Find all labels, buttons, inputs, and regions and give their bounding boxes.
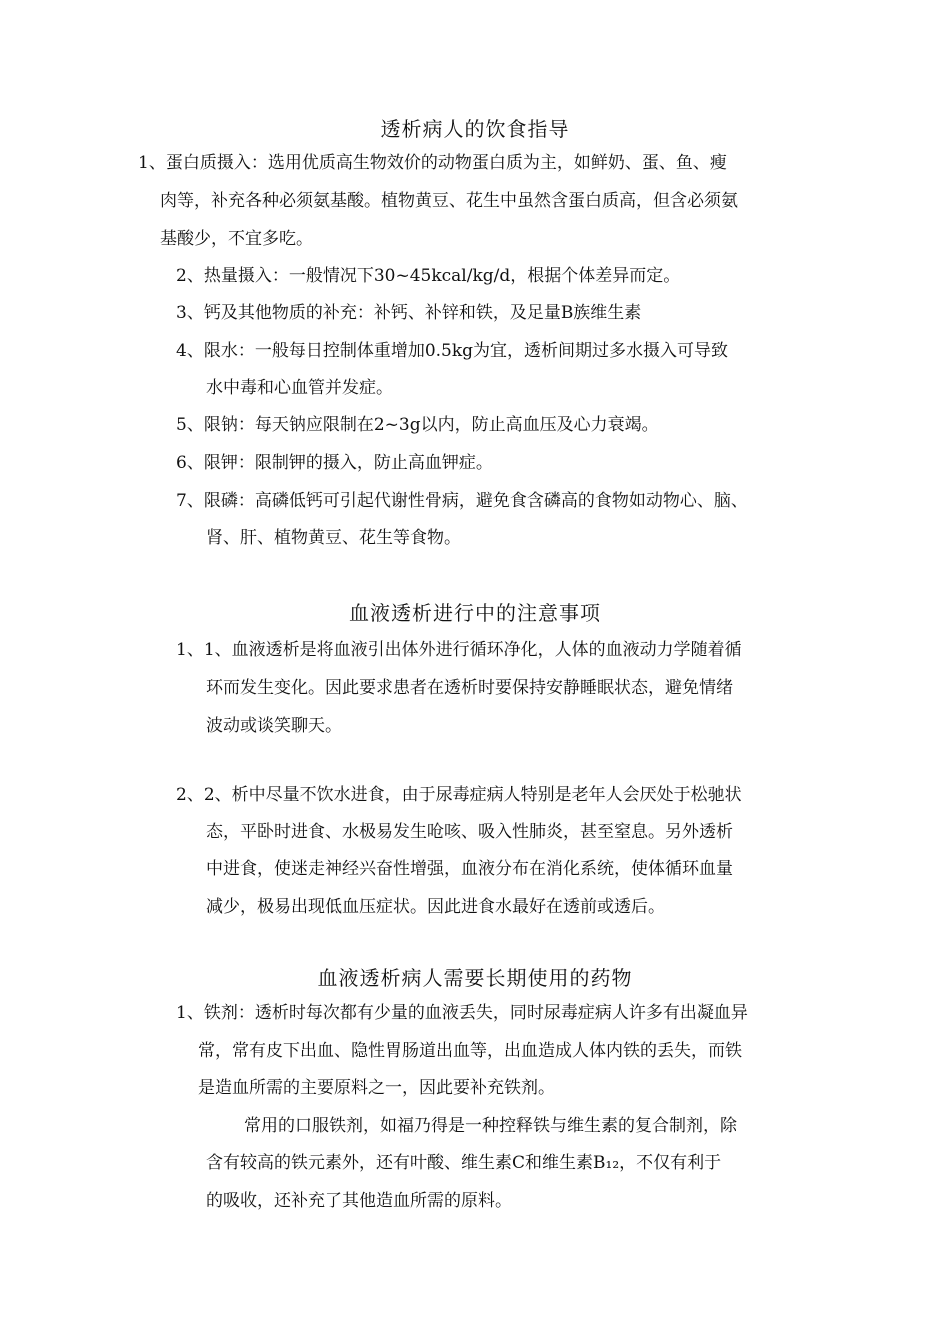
paragraph-line: 6、限钾：限制钾的摄入，防止高血钾症。 (176, 453, 493, 473)
paragraph-line: 波动或谈笑聊天。 (206, 716, 342, 736)
section-title: 透析病人的饮食指导 (380, 117, 570, 141)
paragraph-line: 常，常有皮下出血、隐性胃肠道出血等，出血造成人体内铁的丢失，而铁 (198, 1041, 742, 1061)
section-title: 血液透析进行中的注意事项 (349, 601, 601, 625)
section-title: 血液透析病人需要长期使用的药物 (317, 966, 633, 990)
paragraph-line: 1、蛋白质摄入：选用优质高生物效价的动物蛋白质为主，如鲜奶、蛋、鱼、瘦 (138, 153, 727, 173)
paragraph-line: 含有较高的铁元素外，还有叶酸、维生素C和维生素B₁₂，不仅有利于 (206, 1153, 722, 1173)
paragraph-line: 环而发生变化。因此要求患者在透析时要保持安静睡眠状态，避免情绪 (206, 678, 733, 698)
paragraph-line: 3、钙及其他物质的补充：补钙、补锌和铁，及足量B族维生素 (176, 303, 642, 323)
paragraph-line: 4、限水：一般每日控制体重增加0.5kg为宜，透析间期过多水摄入可导致 (176, 341, 729, 361)
paragraph-line: 肾、肝、植物黄豆、花生等食物。 (206, 528, 461, 548)
paragraph-line: 2、2、析中尽量不饮水进食，由于尿毒症病人特别是老年人会厌处于松驰状 (176, 785, 742, 805)
paragraph-line: 水中毒和心血管并发症。 (206, 378, 393, 398)
paragraph-line: 基酸少，不宜多吃。 (160, 229, 313, 249)
paragraph-line: 态，平卧时进食、水极易发生呛咳、吸入性肺炎，甚至窒息。另外透析 (206, 822, 733, 842)
paragraph-line: 的吸收，还补充了其他造血所需的原料。 (206, 1191, 512, 1211)
paragraph-line: 1、铁剂：透析时每次都有少量的血液丢失，同时尿毒症病人许多有出凝血异 (176, 1003, 748, 1023)
paragraph-line: 中进食，使迷走神经兴奋性增强，血液分布在消化系统，使体循环血量 (206, 859, 733, 879)
paragraph-line: 5、限钠：每天钠应限制在2~3g以内，防止高血压及心力衰竭。 (176, 415, 659, 435)
paragraph-line: 减少，极易出现低血压症状。因此进食水最好在透前或透后。 (206, 897, 665, 917)
paragraph-line: 常用的口服铁剂，如福乃得是一种控释铁与维生素的复合制剂，除 (244, 1116, 737, 1136)
paragraph-line: 2、热量摄入：一般情况下30~45kcal/kg/d，根据个体差异而定。 (176, 266, 681, 286)
paragraph-line: 肉等，补充各种必须氨基酸。植物黄豆、花生中虽然含蛋白质高，但含必须氨 (160, 191, 738, 211)
paragraph-line: 1、1、血液透析是将血液引出体外进行循环净化，人体的血液动力学随着循 (176, 640, 742, 660)
paragraph-line: 是造血所需的主要原料之一，因此要补充铁剂。 (198, 1078, 555, 1098)
paragraph-line: 7、限磷：高磷低钙可引起代谢性骨病，避免食含磷高的食物如动物心、脑、 (176, 491, 748, 511)
